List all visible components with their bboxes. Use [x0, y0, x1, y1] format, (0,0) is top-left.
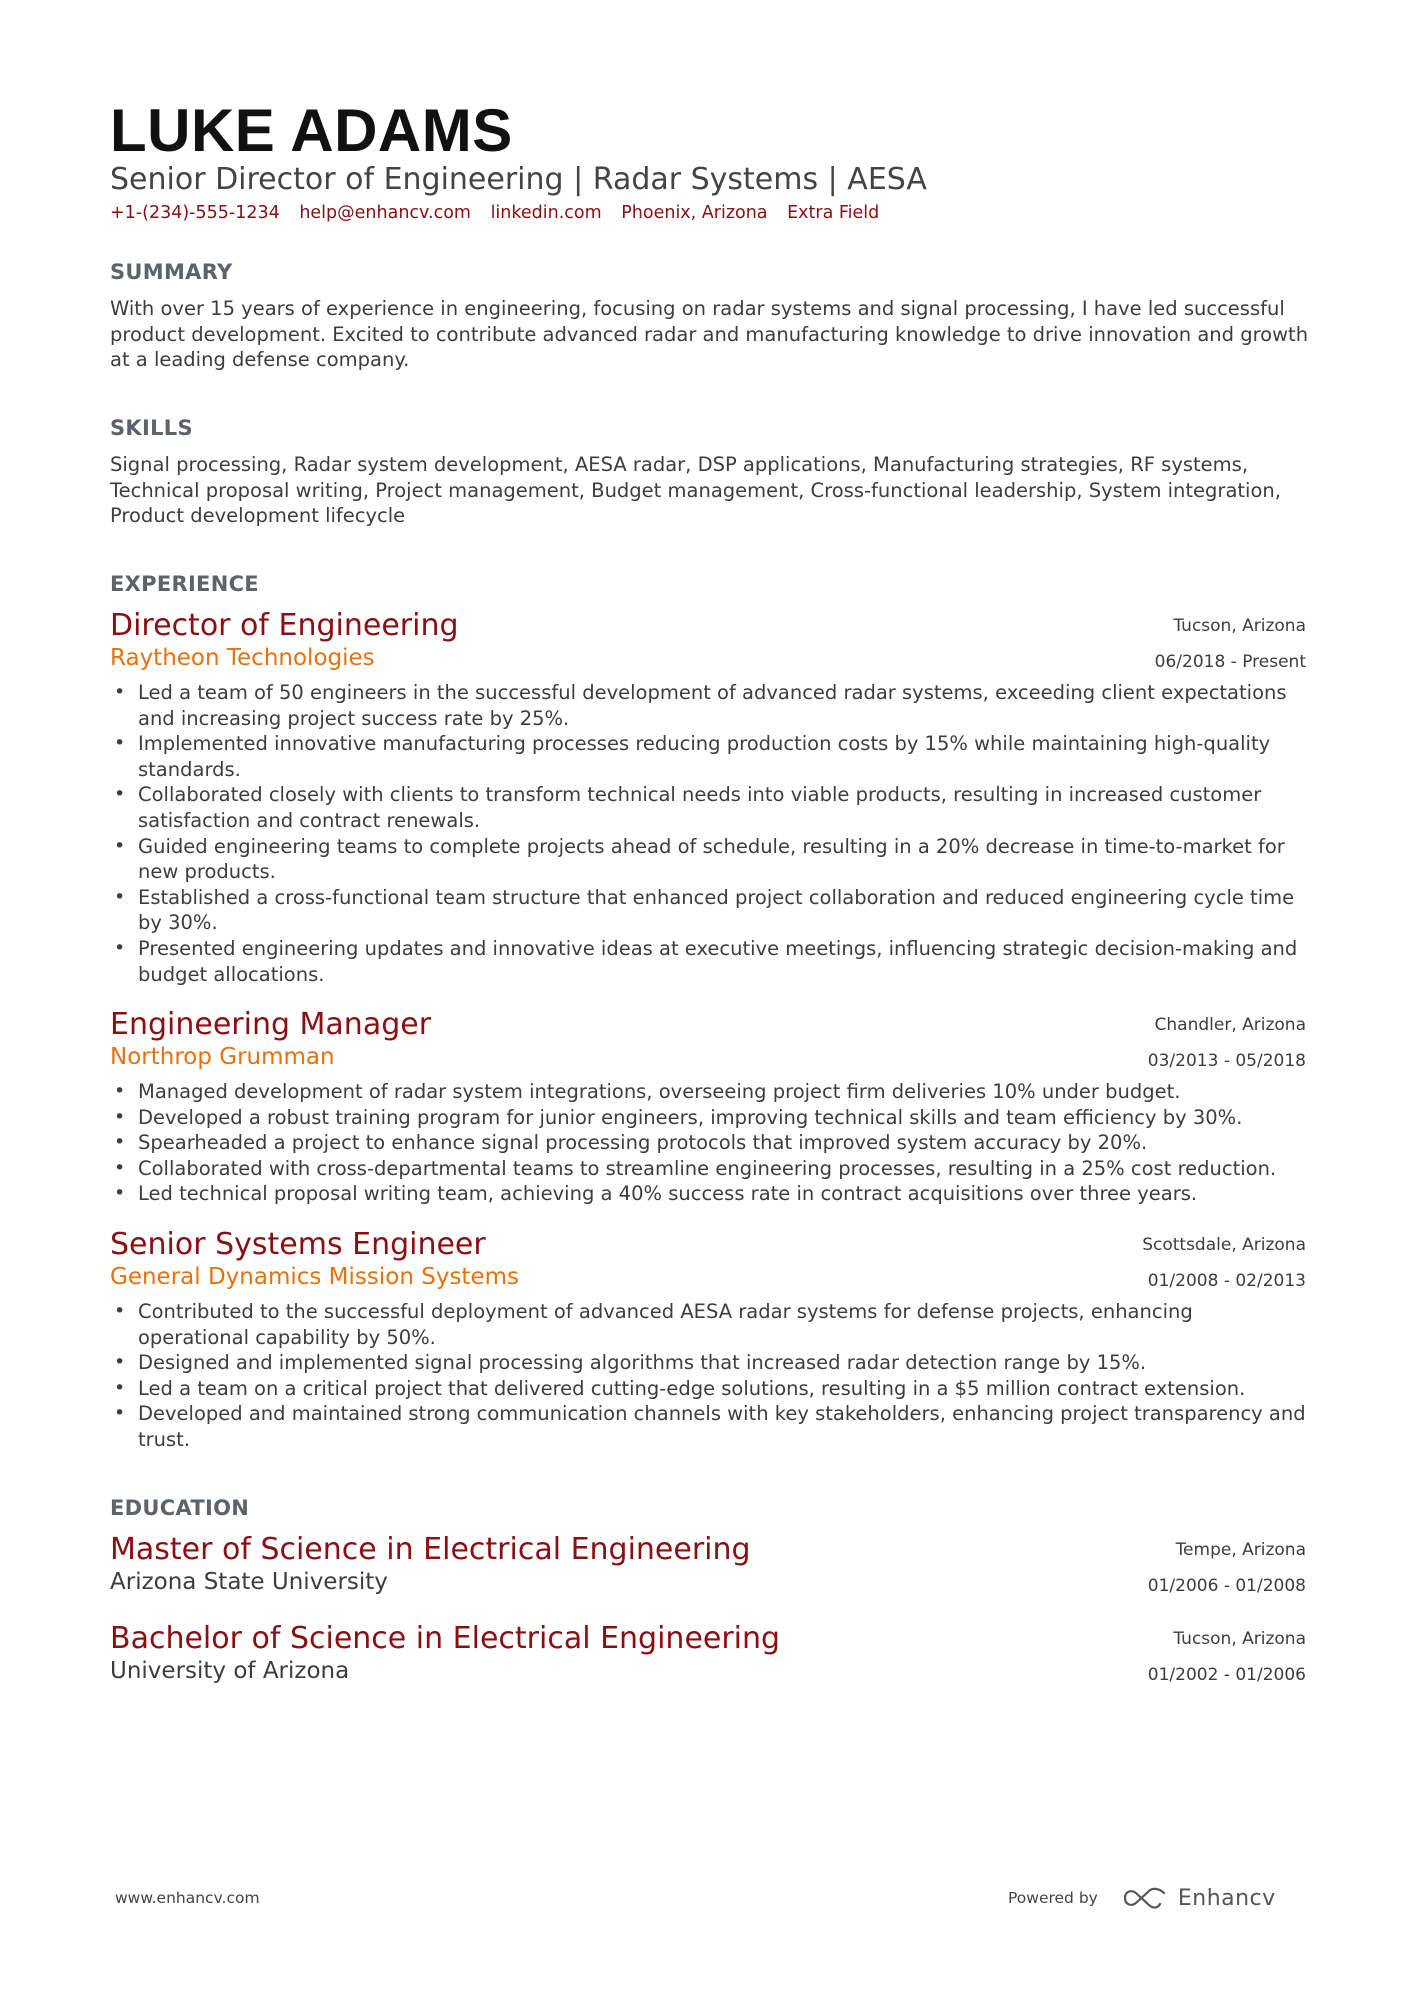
powered-by-label: Powered by: [1008, 1889, 1098, 1907]
summary-text: With over 15 years of experience in engineering, focusing on radar systems and signal processing, I have led successful product development. Excited to contribute advanced radar and manufacturing knowledge to drive innovation and growth at a leading defense company.: [110, 297, 1309, 372]
education-degree: Master of Science in Electrical Engineering: [110, 1532, 751, 1567]
summary-section-title: SUMMARY: [110, 260, 233, 284]
list-item: • Developed and maintained strong communication channels with key stakeholders, enhancing project transparency and trust.: [110, 1401, 1306, 1452]
list-item: • Spearheaded a project to enhance signal processing protocols that improved system accuracy by 20%.: [110, 1130, 1306, 1156]
job-bullets: [110, 1079, 1306, 1207]
education-dates: 01/2006 - 01/2008: [1147, 1576, 1306, 1596]
contact-email[interactable]: help@enhancv.com: [299, 203, 471, 223]
contact-extra-field: Extra Field: [787, 203, 880, 223]
list-item: • Guided engineering teams to complete projects ahead of schedule, resulting in a 20% decrease in time-to-market for new products.: [110, 834, 1306, 885]
list-item: • Managed development of radar system integrations, overseeing project firm deliveries 10% under budget.: [110, 1079, 1306, 1105]
enhancv-logo-icon: [1122, 1885, 1168, 1911]
candidate-name: LUKE ADAMS: [110, 97, 513, 164]
job-title: Senior Systems Engineer: [110, 1227, 486, 1262]
list-item: • Led technical proposal writing team, achieving a 40% success rate in contract acquisitions over three years.: [110, 1181, 1306, 1207]
contact-line: [110, 201, 893, 225]
list-item: • Designed and implemented signal processing algorithms that increased radar detection range by 15%.: [110, 1350, 1306, 1376]
list-item: • Presented engineering updates and innovative ideas at executive meetings, influencing strategic decision-making and budget allocations.: [110, 936, 1306, 987]
education-location: Tucson, Arizona: [1173, 1629, 1306, 1649]
job-location: Chandler, Arizona: [1154, 1015, 1306, 1035]
job-title: Director of Engineering: [110, 608, 459, 643]
job-location: Scottsdale, Arizona: [1142, 1235, 1306, 1255]
list-item: • Established a cross-functional team structure that enhanced project collaboration and reduced engineering cycle time by 30%.: [110, 885, 1306, 936]
footer-branding: [1008, 1880, 1276, 1916]
education-degree: Bachelor of Science in Electrical Engineering: [110, 1621, 781, 1656]
contact-linkedin[interactable]: linkedin.com: [490, 203, 602, 223]
list-item: • Developed a robust training program for junior engineers, improving technical skills and team efficiency by 30%.: [110, 1105, 1306, 1131]
job-company: General Dynamics Mission Systems: [110, 1264, 519, 1290]
education-school: Arizona State University: [110, 1569, 388, 1595]
job-dates: 06/2018 - Present: [1154, 652, 1306, 672]
education-school: University of Arizona: [110, 1658, 350, 1684]
job-title: Engineering Manager: [110, 1007, 432, 1042]
enhancv-logo-text: Enhancv: [1177, 1885, 1276, 1911]
list-item: • Led a team of 50 engineers in the successful development of advanced radar systems, exceeding client expectations and increasing project success rate by 25%.: [110, 680, 1306, 731]
job-company: Raytheon Technologies: [110, 645, 375, 671]
list-item: • Collaborated closely with clients to transform technical needs into viable products, resulting in increased customer satisfaction and contract renewals.: [110, 782, 1306, 833]
contact-location: Phoenix, Arizona: [621, 203, 768, 223]
education-location: Tempe, Arizona: [1175, 1540, 1306, 1560]
experience-section-title: EXPERIENCE: [110, 572, 259, 596]
list-item: • Led a team on a critical project that delivered cutting-edge solutions, resulting in a $5 million contract extension.: [110, 1376, 1306, 1402]
job-location: Tucson, Arizona: [1173, 616, 1306, 636]
job-company: Northrop Grumman: [110, 1044, 335, 1070]
footer-website[interactable]: www.enhancv.com: [115, 1889, 260, 1907]
job-dates: 03/2013 - 05/2018: [1147, 1051, 1306, 1071]
job-bullets: [110, 1299, 1306, 1453]
candidate-headline: Senior Director of Engineering | Radar Systems | AESA: [110, 162, 927, 197]
list-item: • Implemented innovative manufacturing processes reducing production costs by 15% while maintaining high-quality standards.: [110, 731, 1306, 782]
list-item: • Collaborated with cross-departmental teams to streamline engineering processes, resulting in a 25% cost reduction.: [110, 1156, 1306, 1182]
skills-section-title: SKILLS: [110, 416, 193, 440]
education-dates: 01/2002 - 01/2006: [1147, 1665, 1306, 1685]
list-item: • Contributed to the successful deployment of advanced AESA radar systems for defense projects, enhancing operational capability by 50%.: [110, 1299, 1306, 1350]
job-dates: 01/2008 - 02/2013: [1147, 1271, 1306, 1291]
education-section-title: EDUCATION: [110, 1496, 250, 1520]
skills-text: Signal processing, Radar system development, AESA radar, DSP applications, Manufacturing strategies, RF systems, Technical proposal writing, Project management, Budget management, Cross-functional leadership, System integration, Product development lifecycle: [110, 453, 1281, 528]
job-bullets: [110, 680, 1306, 987]
contact-phone[interactable]: +1-(234)-555-1234: [110, 203, 280, 223]
